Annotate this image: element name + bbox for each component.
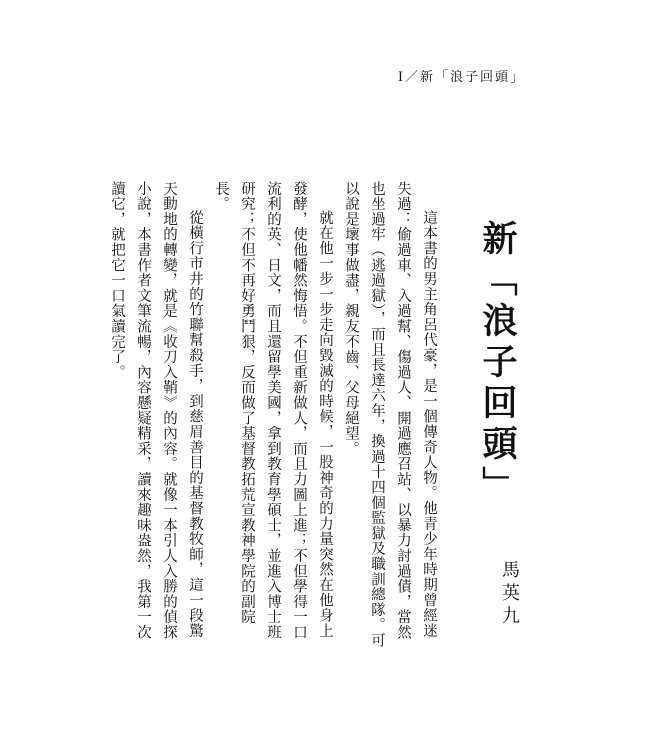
- article-title: 新「浪子回頭」: [477, 220, 518, 507]
- article-author: 馬英九: [499, 560, 520, 629]
- article-body: [104, 181, 442, 651]
- paragraph-1: 這本書的男主角呂代豪，是一個傳奇人物。他青少年時期曾經迷失過：偷過車、入過幫、傷過人、開過應召站、以暴力討過債，當然也坐過牢（逃過獄），而且長達六年，換過十四個監獄及職訓總隊。可以說是壞事做盡，親友不齒、父母絕望。: [343, 181, 437, 649]
- paragraph-2: 就在他一步一步走向毀滅的時候，一股神奇的力量突然在他身上發酵，使他幡然悔悟。不但重新做人，而且力圖上進；不但學得一口流利的英、日文，而且還留學美國，拿到教育學碩士，並進入博士班研究；不但不再好勇鬥狠，反而做了基督教拓荒宣教神學院的副院長。: [213, 181, 333, 640]
- running-head: I／新「浪子回頭」: [397, 70, 525, 85]
- paragraph-3: 從橫行市井的竹聯幫殺手，到慈眉善目的基督教牧師，這一段驚天動地的轉變，就是《收刀入鞘》的內容。就像一本引人入勝的偵探小說，本書作者文筆流暢，內容懸疑精采，讀來趣味盎然，我第一次讀它，就把它一口氣讀完了。: [109, 181, 203, 640]
